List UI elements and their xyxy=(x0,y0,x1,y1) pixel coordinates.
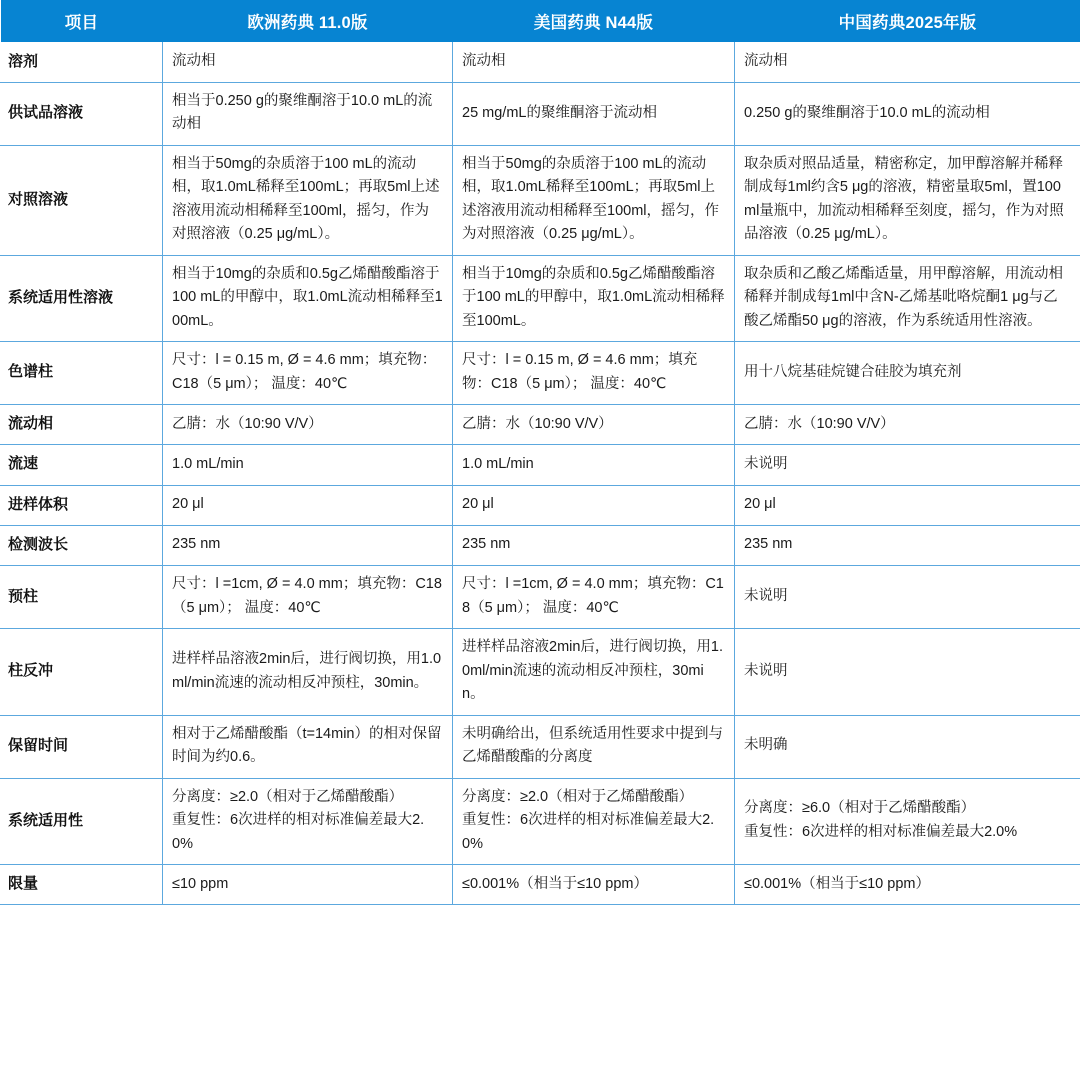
row-label-cell: 保留时间 xyxy=(1,715,163,778)
row-label-cell: 进样体积 xyxy=(1,485,163,525)
row-label-cell: 对照溶液 xyxy=(1,145,163,255)
table-row xyxy=(1,42,1080,82)
cell-ep: 1.0 mL/min xyxy=(163,445,453,485)
cell-ep: ≤10 ppm xyxy=(163,865,453,905)
cell-ep: 进样样品溶液2min后，进行阀切换，用1.0ml/min流速的流动相反冲预柱，30min。 xyxy=(163,629,453,715)
table-row xyxy=(1,865,1080,905)
cell-line: 分离度：≥6.0（相对于乙烯醋酸酯） xyxy=(744,800,976,817)
cell-ep: 相当于50mg的杂质溶于100 mL的流动相，取1.0mL稀释至100mL；再取5ml上述溶液用流动相稀释至100ml，摇匀，作为对照溶液（0.25 μg/mL）。 xyxy=(163,145,453,255)
row-label-cell: 系统适用性溶液 xyxy=(1,255,163,341)
row-label-cell: 限量 xyxy=(1,865,163,905)
table-row xyxy=(1,82,1080,145)
cell-chp: ≤0.001%（相当于≤10 ppm） xyxy=(735,865,1080,905)
cell-chp: 取杂质和乙酸乙烯酯适量，用甲醇溶解，用流动相稀释并制成每1ml中含N-乙烯基吡咯烷酮1 μg与乙酸乙烯酯50 μg的溶液，作为系统适用性溶液。 xyxy=(735,255,1080,341)
cell-usp: 相当于50mg的杂质溶于100 mL的流动相，取1.0mL稀释至100mL；再取5ml上述溶液用流动相稀释至100ml，摇匀，作为对照溶液（0.25 μg/mL）。 xyxy=(453,145,735,255)
table-row xyxy=(1,342,1080,405)
cell-usp: 尺寸：l =1cm, Ø = 4.0 mm；填充物：C18（5 μm）； 温度：40℃ xyxy=(453,566,735,629)
cell-usp: 进样样品溶液2min后，进行阀切换，用1.0ml/min流速的流动相反冲预柱，30min。 xyxy=(453,629,735,715)
cell-usp: 20 μl xyxy=(453,485,735,525)
cell-ep: 乙腈：水（10:90 V/V） xyxy=(163,405,453,445)
row-label-cell: 柱反冲 xyxy=(1,629,163,715)
row-label-cell: 预柱 xyxy=(1,566,163,629)
cell-ep: 20 μl xyxy=(163,485,453,525)
cell-chp xyxy=(735,778,1080,864)
cell-ep: 235 nm xyxy=(163,526,453,566)
cell-ep: 相当于10mg的杂质和0.5g乙烯醋酸酯溶于100 mL的甲醇中，取1.0mL流动相稀释至100mL。 xyxy=(163,255,453,341)
row-label-cell: 色谱柱 xyxy=(1,342,163,405)
cell-usp: 235 nm xyxy=(453,526,735,566)
cell-usp: 1.0 mL/min xyxy=(453,445,735,485)
cell-chp: 未说明 xyxy=(735,566,1080,629)
cell-usp: 25 mg/mL的聚维酮溶于流动相 xyxy=(453,82,735,145)
table-row xyxy=(1,778,1080,864)
cell-usp: 未明确给出，但系统适用性要求中提到与乙烯醋酸酯的分离度 xyxy=(453,715,735,778)
table-row xyxy=(1,715,1080,778)
cell-line: 分离度：≥2.0（相对于乙烯醋酸酯） xyxy=(172,788,404,805)
column-header-ep: 欧洲药典 11.0版 xyxy=(247,13,368,32)
cell-usp: ≤0.001%（相当于≤10 ppm） xyxy=(453,865,735,905)
cell-ep: 尺寸：l =1cm, Ø = 4.0 mm；填充物：C18（5 μm）； 温度：40℃ xyxy=(163,566,453,629)
table-row xyxy=(1,566,1080,629)
table-row xyxy=(1,526,1080,566)
cell-usp: 相当于10mg的杂质和0.5g乙烯醋酸酯溶于100 mL的甲醇中，取1.0mL流动相稀释至100mL。 xyxy=(453,255,735,341)
cell-ep: 相对于乙烯醋酸酯（t=14min）的相对保留时间为约0.6。 xyxy=(163,715,453,778)
column-header-item: 项目 xyxy=(64,13,99,32)
cell-usp: 尺寸：l = 0.15 m, Ø = 4.6 mm；填充物：C18（5 μm）； 温度：40℃ xyxy=(453,342,735,405)
row-label-cell: 流速 xyxy=(1,445,163,485)
cell-ep xyxy=(163,778,453,864)
table-row xyxy=(1,629,1080,715)
column-header-chp: 中国药典2025年版 xyxy=(838,13,977,32)
cell-chp: 235 nm xyxy=(735,526,1080,566)
cell-chp: 流动相 xyxy=(735,42,1080,82)
cell-line: 重复性：6次进样的相对标准偏差最大2.0% xyxy=(172,812,425,852)
cell-chp: 取杂质对照品适量，精密称定，加甲醇溶解并稀释制成每1ml约含5 μg的溶液，精密量取5ml，置100ml量瓶中，加流动相稀释至刻度，摇匀，作为对照品溶液（0.25 μg/mL）。 xyxy=(735,145,1080,255)
row-label-cell: 溶剂 xyxy=(1,42,163,82)
cell-ep: 尺寸：l = 0.15 m, Ø = 4.6 mm；填充物：C18（5 μm）； 温度：40℃ xyxy=(163,342,453,405)
cell-line: 分离度：≥2.0（相对于乙烯醋酸酯） xyxy=(462,788,694,805)
table-row xyxy=(1,485,1080,525)
cell-line: 重复性：6次进样的相对标准偏差最大2.0% xyxy=(462,812,715,852)
cell-chp: 20 μl xyxy=(735,485,1080,525)
row-label-cell: 供试品溶液 xyxy=(1,82,163,145)
row-label-cell: 流动相 xyxy=(1,405,163,445)
table-body xyxy=(1,42,1080,905)
header-row xyxy=(1,0,1080,42)
cell-chp: 未说明 xyxy=(735,629,1080,715)
table-header xyxy=(1,0,1080,42)
cell-chp: 0.250 g的聚维酮溶于10.0 mL的流动相 xyxy=(735,82,1080,145)
table-row xyxy=(1,445,1080,485)
table-row xyxy=(1,255,1080,341)
cell-chp: 未说明 xyxy=(735,445,1080,485)
cell-chp: 未明确 xyxy=(735,715,1080,778)
table-row xyxy=(1,405,1080,445)
cell-chp: 用十八烷基硅烷键合硅胶为填充剂 xyxy=(735,342,1080,405)
cell-usp: 乙腈：水（10:90 V/V） xyxy=(453,405,735,445)
cell-usp xyxy=(453,778,735,864)
table-row xyxy=(1,145,1080,255)
column-header-usp: 美国药典 N44版 xyxy=(533,13,654,32)
cell-usp: 流动相 xyxy=(453,42,735,82)
cell-ep: 流动相 xyxy=(163,42,453,82)
cell-chp: 乙腈：水（10:90 V/V） xyxy=(735,405,1080,445)
cell-line: 重复性：6次进样的相对标准偏差最大2.0% xyxy=(744,823,1018,840)
cell-ep: 相当于0.250 g的聚维酮溶于10.0 mL的流动相 xyxy=(163,82,453,145)
row-label-cell: 检测波长 xyxy=(1,526,163,566)
row-label-cell: 系统适用性 xyxy=(1,778,163,864)
